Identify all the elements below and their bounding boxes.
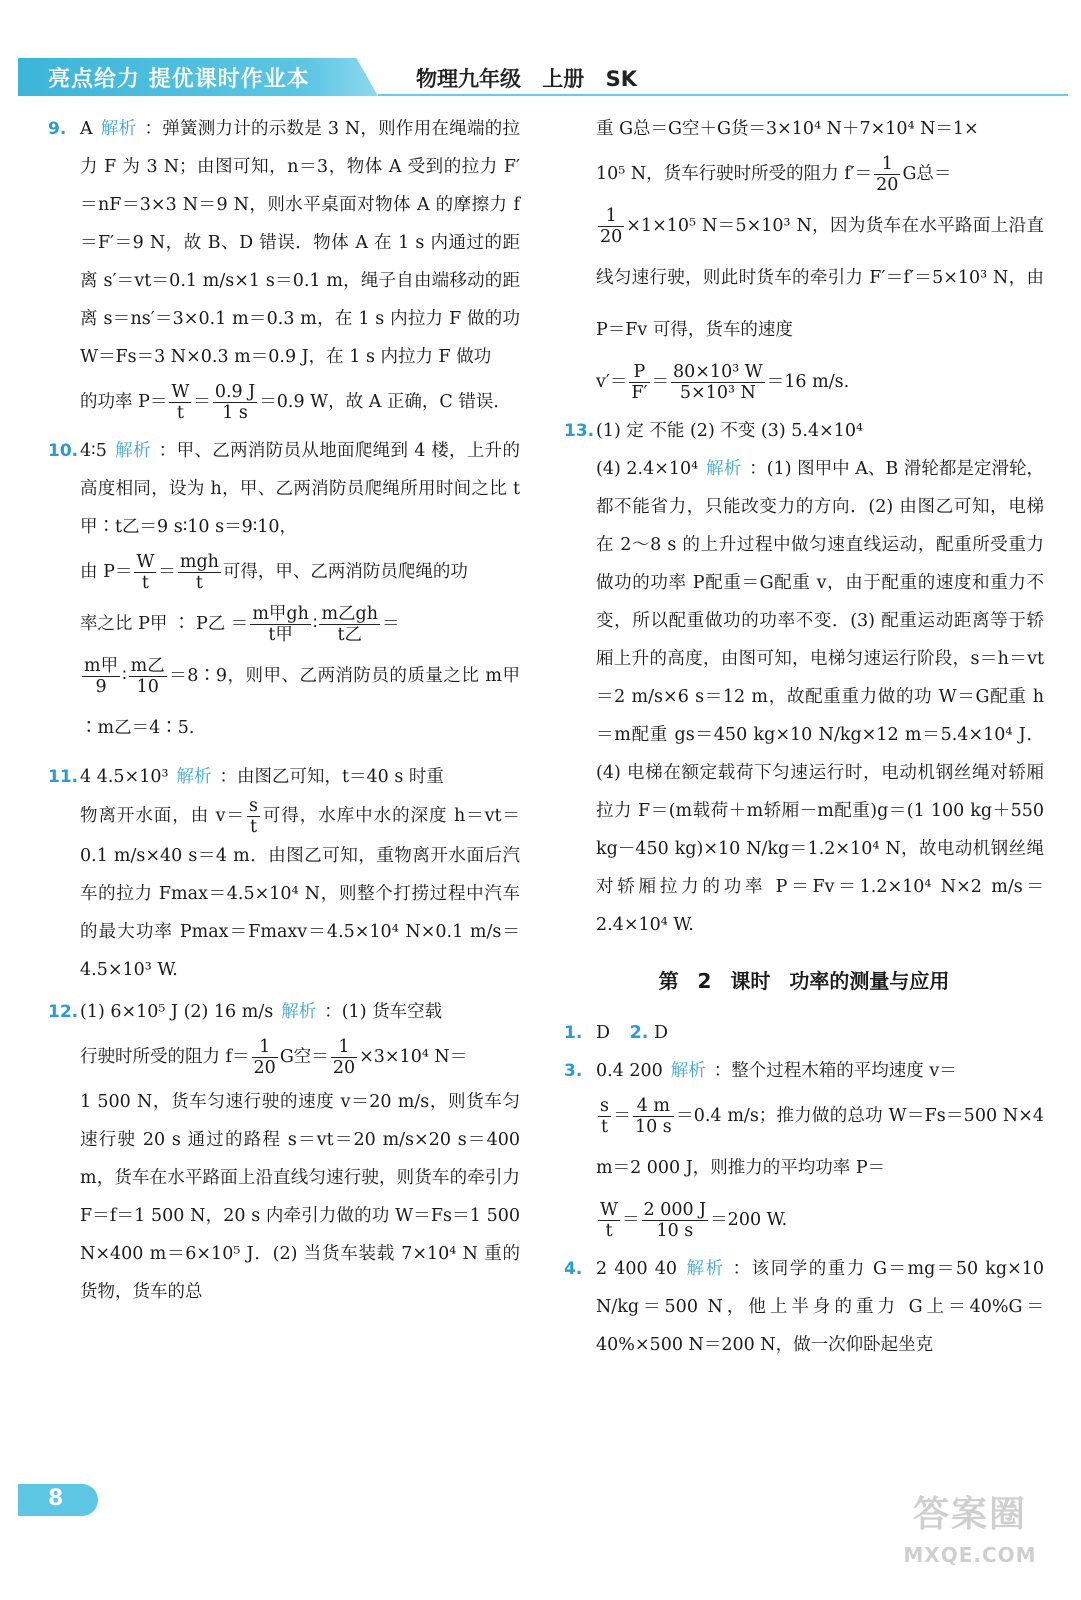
text-fragment: 可得，甲、乙两消防员爬绳的功 [222,562,468,582]
fraction [319,604,380,645]
text-fragment: ＝ [612,1106,631,1126]
analysis-label: 解析 [281,1002,317,1022]
answer-4 [564,1250,1044,1364]
text-fragment: 率之比 P甲 ∶ P乙 ＝ [80,614,249,634]
answer-11 [50,758,520,796]
header-rule [378,94,1068,96]
denominator: t [195,573,203,593]
denominator: 20 [332,1058,356,1078]
section-heading: 第 2 课时 功率的测量与应用 [658,969,950,993]
numerator: m甲 [84,656,119,676]
right-column [564,110,1044,1364]
left-column [50,110,520,1311]
answer-value: 2 400 40 [596,1259,678,1279]
fraction [252,1037,278,1078]
text-fragment: ＝0.9 W，故 A 正确，C 错误． [259,392,511,412]
answer-10-ratio-line [50,598,520,650]
question-number: 10. [48,441,79,461]
answer-12 [50,993,520,1031]
text-fragment: ＝8∶9，则甲、乙两消防员的质量之比 m甲∶m乙＝4∶5. [80,666,520,738]
analysis-label: 解析 [100,119,137,139]
question-number: 4. [564,1259,583,1279]
numerator: 80×10³ W [673,362,763,382]
fraction [642,1200,709,1241]
watermark-url: MXQE.COM [903,1543,1037,1567]
answer-12-line [50,1031,520,1083]
fraction [633,1096,674,1137]
denominator: F′ [631,383,648,403]
denominator: 9 [95,677,107,697]
text-fragment: 的功率 P＝ [80,392,168,412]
denominator: t甲 [268,625,293,645]
analysis-text: ：弹簧测力计的示数是 3 N，则作用在绳端的拉力 F 为 3 N；由图可知，n＝3，物体 A 受到的拉力 F′＝nF＝3×3 N＝9 N，则水平桌面对物体 A 的摩擦力 f＝F′＝9 N，故 B、D 错误．物体 A 在 1 s 内通过的距离 s′＝vt＝0.1 m/s×1 s＝0.1 m，绳子自由端移动的距离 s＝ns′＝3×0.1 m＝0.3 m，在 1 s 内拉力 F 做的功 W＝Fs＝3 N×0.3 m＝0.9 J，在 1 s 内拉力 F 做功 [80,119,521,367]
text-fragment: ×1×10⁵ N＝5×10³ N，因为货车在水平路面上沿直线匀速行驶，则此时货车的牵引力 F′＝f′＝5×10³ N，由 P＝Fv 可得，货车的速度 [596,216,1044,340]
numerator: m甲gh [252,604,309,624]
fraction [129,656,167,697]
answer-3-line [564,1090,1044,1194]
answer-value: (4) 2.4×10⁴ [596,459,699,479]
answer-10-line: 由 P＝ $\frac{W}{t}$ ＝ $\frac{\text{mgh}}{t}$ 可得，甲、乙两消防员爬绳的功 [80,552,468,593]
page-header [18,58,1068,96]
question-number: 11. [48,767,79,787]
analysis-text: ：整个过程木箱的平均速度 v＝ [713,1061,957,1081]
answer-13-analysis [564,450,1044,944]
fraction [82,656,120,697]
text-fragment: ＝ [651,372,669,392]
text-fragment: ＝0.4 m/s；推力做的总功 W＝Fs＝500 N×4 m＝2 000 J，则推力的平均功率 P＝ [596,1106,1044,1178]
numerator: 1 [874,154,900,175]
fraction [598,1200,620,1241]
denominator: 10 [136,677,159,697]
answer-12-resistance-line [564,148,1044,200]
analysis-label: 解析 [706,459,742,479]
fraction [874,154,900,195]
answer-10 [50,432,520,546]
denominator: t [141,573,149,593]
text-fragment: ＝ [382,614,400,634]
numerator: 2 000 J [643,1200,707,1220]
numerator: 1 [252,1037,278,1058]
denominator: 10 s [634,1117,672,1137]
numerator: 4 m [633,1096,674,1117]
page-number-badge [18,1484,98,1516]
fraction [250,604,311,645]
text-fragment: ×3×10⁴ N＝ [359,1047,468,1067]
answer-value: D [654,1023,669,1043]
question-number: 13. [564,421,595,441]
denominator: 20 [600,227,623,247]
text-fragment: v′＝ [596,372,628,392]
analysis-label: 解析 [685,1259,725,1279]
question-number: 1. [564,1023,583,1043]
answer-12-speed-line [564,356,1044,408]
analysis-text: ：(1) 货车空载 [324,1002,443,1022]
fraction [598,1096,611,1137]
denominator: t [249,817,257,837]
page-number: 8 [48,1486,64,1511]
numerator: s [600,1096,609,1116]
answer-10-mass-line [50,650,520,754]
fraction [331,1037,357,1078]
analysis-text: ：(1) 图甲中 A、B 滑轮都是定滑轮，都不能省力，只能改变力的方向．(2) 由图乙可知，电梯在 2～8 s 的上升过程中做匀速直线运动，配重所受重力做功的功率 P配重＝G配重 v，由于配重的速度和重力不变，所以配重做功的功率不变．(3) 配重运动距离等于轿厢上升的高度，由图可知，电梯匀速运行阶段，s＝h＝vt＝2 m/s×6 s＝12 m，故配重重力做的功 W＝G配重 h＝m配重 gs＝450 kg×10 N/kg×12 m＝5.4×10⁴ J．(4) 电梯在额定载荷下匀速运行时，电动机钢丝绳对轿厢拉力 F＝(m载荷＋m轿厢－m配重)g＝(1 100 kg＋550 kg－450 kg)×10 N/kg＝1.2×10⁴ N，故电动机钢丝绳对轿厢拉力的功率 P＝Fv＝1.2×10⁴ N×2 m/s＝2.4×10⁴ W. [596,459,1044,935]
denominator: t [176,403,184,423]
denominator: t [605,1221,613,1241]
text-fragment: ∶ [122,666,127,686]
numerator: W [136,552,155,572]
text-fragment: 可得，水库中水的深度 h＝vt＝0.1 m/s×40 s＝4 m．由图乙可知，重物离开水面后汽车的拉力 Fmax＝4.5×10⁴ N，则整个打捞过程中汽车的最大功率 Pmax＝Fmaxv＝4.5×10⁴ N×0.1 m/s＝4.5×10³ W. [80,806,520,980]
answer-9 [50,110,520,376]
numerator: mgh [179,552,219,572]
subject-label: 物理九年级 上册 SK [416,67,638,91]
question-number: 2. [629,1023,649,1043]
answer-value: 0.4 200 [596,1061,663,1081]
fraction [213,382,257,423]
numerator: s [248,796,258,816]
answer-13 [564,412,1044,450]
watermark-logo-text: 答案圈 [912,1494,1027,1535]
answer-value: A [80,119,93,139]
answer-9-power-line: 的功率 P＝ $\frac{W}{t}$ ＝ $\frac{0.9 J}{1 s}$ ＝0.9 W，故 A 正确，C 错误． [80,382,511,423]
denominator: 20 [876,175,899,195]
text-fragment: 1 500 N，货车匀速行驶的速度 v＝20 m/s，则货车匀速行驶 20 s 通过的路程 s＝vt＝20 m/s×20 s＝400 m，货车在水平路面上沿直线匀速行驶，则货车的牵引力 F＝f＝1 500 N，20 s 内牵引力做的功 W＝Fs＝1 500 N×400 m＝6×10⁵ J．(2) 当货车装载 7×10⁴ N 重的货物，货车的总 [80,1092,520,1302]
denominator: t [600,1117,609,1137]
question-number: 12. [48,1002,79,1022]
analysis-text: ：由图乙可知，t＝40 s 时重 [219,767,444,787]
text-fragment: 行驶时所受的阻力 f＝ [80,1047,250,1067]
answer-3 [564,1052,1044,1090]
text-fragment: 物离开水面，由 v＝ [80,806,245,826]
numerator: 0.9 J [214,382,256,402]
answer-12-continued [564,110,1044,148]
book-title: 亮点给力 提优课时作业本 [48,67,310,92]
numerator: W [171,382,190,402]
fraction [134,552,156,593]
numerator: m乙 [130,656,165,676]
denominator: t乙 [337,625,363,645]
denominator: 10 s [656,1221,694,1241]
answer-value: 4∶5 [80,441,107,461]
text-fragment: 重 G总＝G空＋G货＝3×10⁴ N＋7×10⁴ N＝1× [596,119,979,139]
answer-12-body [50,1083,520,1311]
numerator: 1 [598,206,624,227]
answer-value: (1) 6×10⁵ J (2) 16 m/s [80,1002,274,1022]
text-fragment: G空＝ [279,1047,329,1067]
answer-value: D [596,1023,611,1043]
answer-1-2 [564,1014,1044,1052]
fraction [671,362,765,403]
numerator: m乙gh [321,604,379,624]
answer-3-power-line [564,1194,1044,1246]
fraction [169,382,191,423]
text-fragment: 由 P＝ [80,562,133,582]
denominator: 20 [253,1058,276,1078]
question-number: 9. [48,119,67,139]
fraction [629,362,649,403]
numerator: 1 [331,1037,357,1058]
text-fragment: 10⁵ N，货车行驶时所受的阻力 f′＝ [596,164,873,184]
text-fragment: ∶ [312,614,318,634]
fraction [247,796,260,837]
question-number: 3. [564,1061,583,1081]
analysis-label: 解析 [670,1061,706,1081]
numerator: P [629,362,649,383]
analysis-text: ：该同学的重力 G＝mg＝50 kg×10 N/kg＝500 N，他上半身的重力 G上＝40%G＝40%×500 N＝200 N，做一次仰卧起坐克 [596,1259,1044,1355]
text-fragment: ＝200 W. [710,1210,788,1230]
answer-value: 4 4.5×10³ [80,767,169,787]
analysis-label: 解析 [176,767,212,787]
fraction [598,206,624,247]
answer-value: (1) 定 不能 (2) 不变 (3) 5.4×10⁴ [596,421,864,441]
numerator: W [600,1200,618,1220]
text-fragment: G总＝ [902,164,952,184]
analysis-text: ：甲、乙两消防员从地面爬绳到 4 楼，上升的高度相同，设为 h，甲、乙两消防员爬绳所用时间之比 t甲∶t乙＝9 s∶10 s＝9∶10， [80,441,520,537]
answer-11-line [50,796,520,989]
site-watermark [880,1490,1060,1590]
denominator: 1 s [222,403,248,423]
analysis-label: 解析 [114,441,151,461]
denominator: 5×10³ N [679,383,756,403]
text-fragment: ＝ [622,1210,640,1230]
fraction [178,552,221,593]
text-fragment: ＝16 m/s. [766,372,850,392]
answer-12-traction-line [564,200,1044,356]
